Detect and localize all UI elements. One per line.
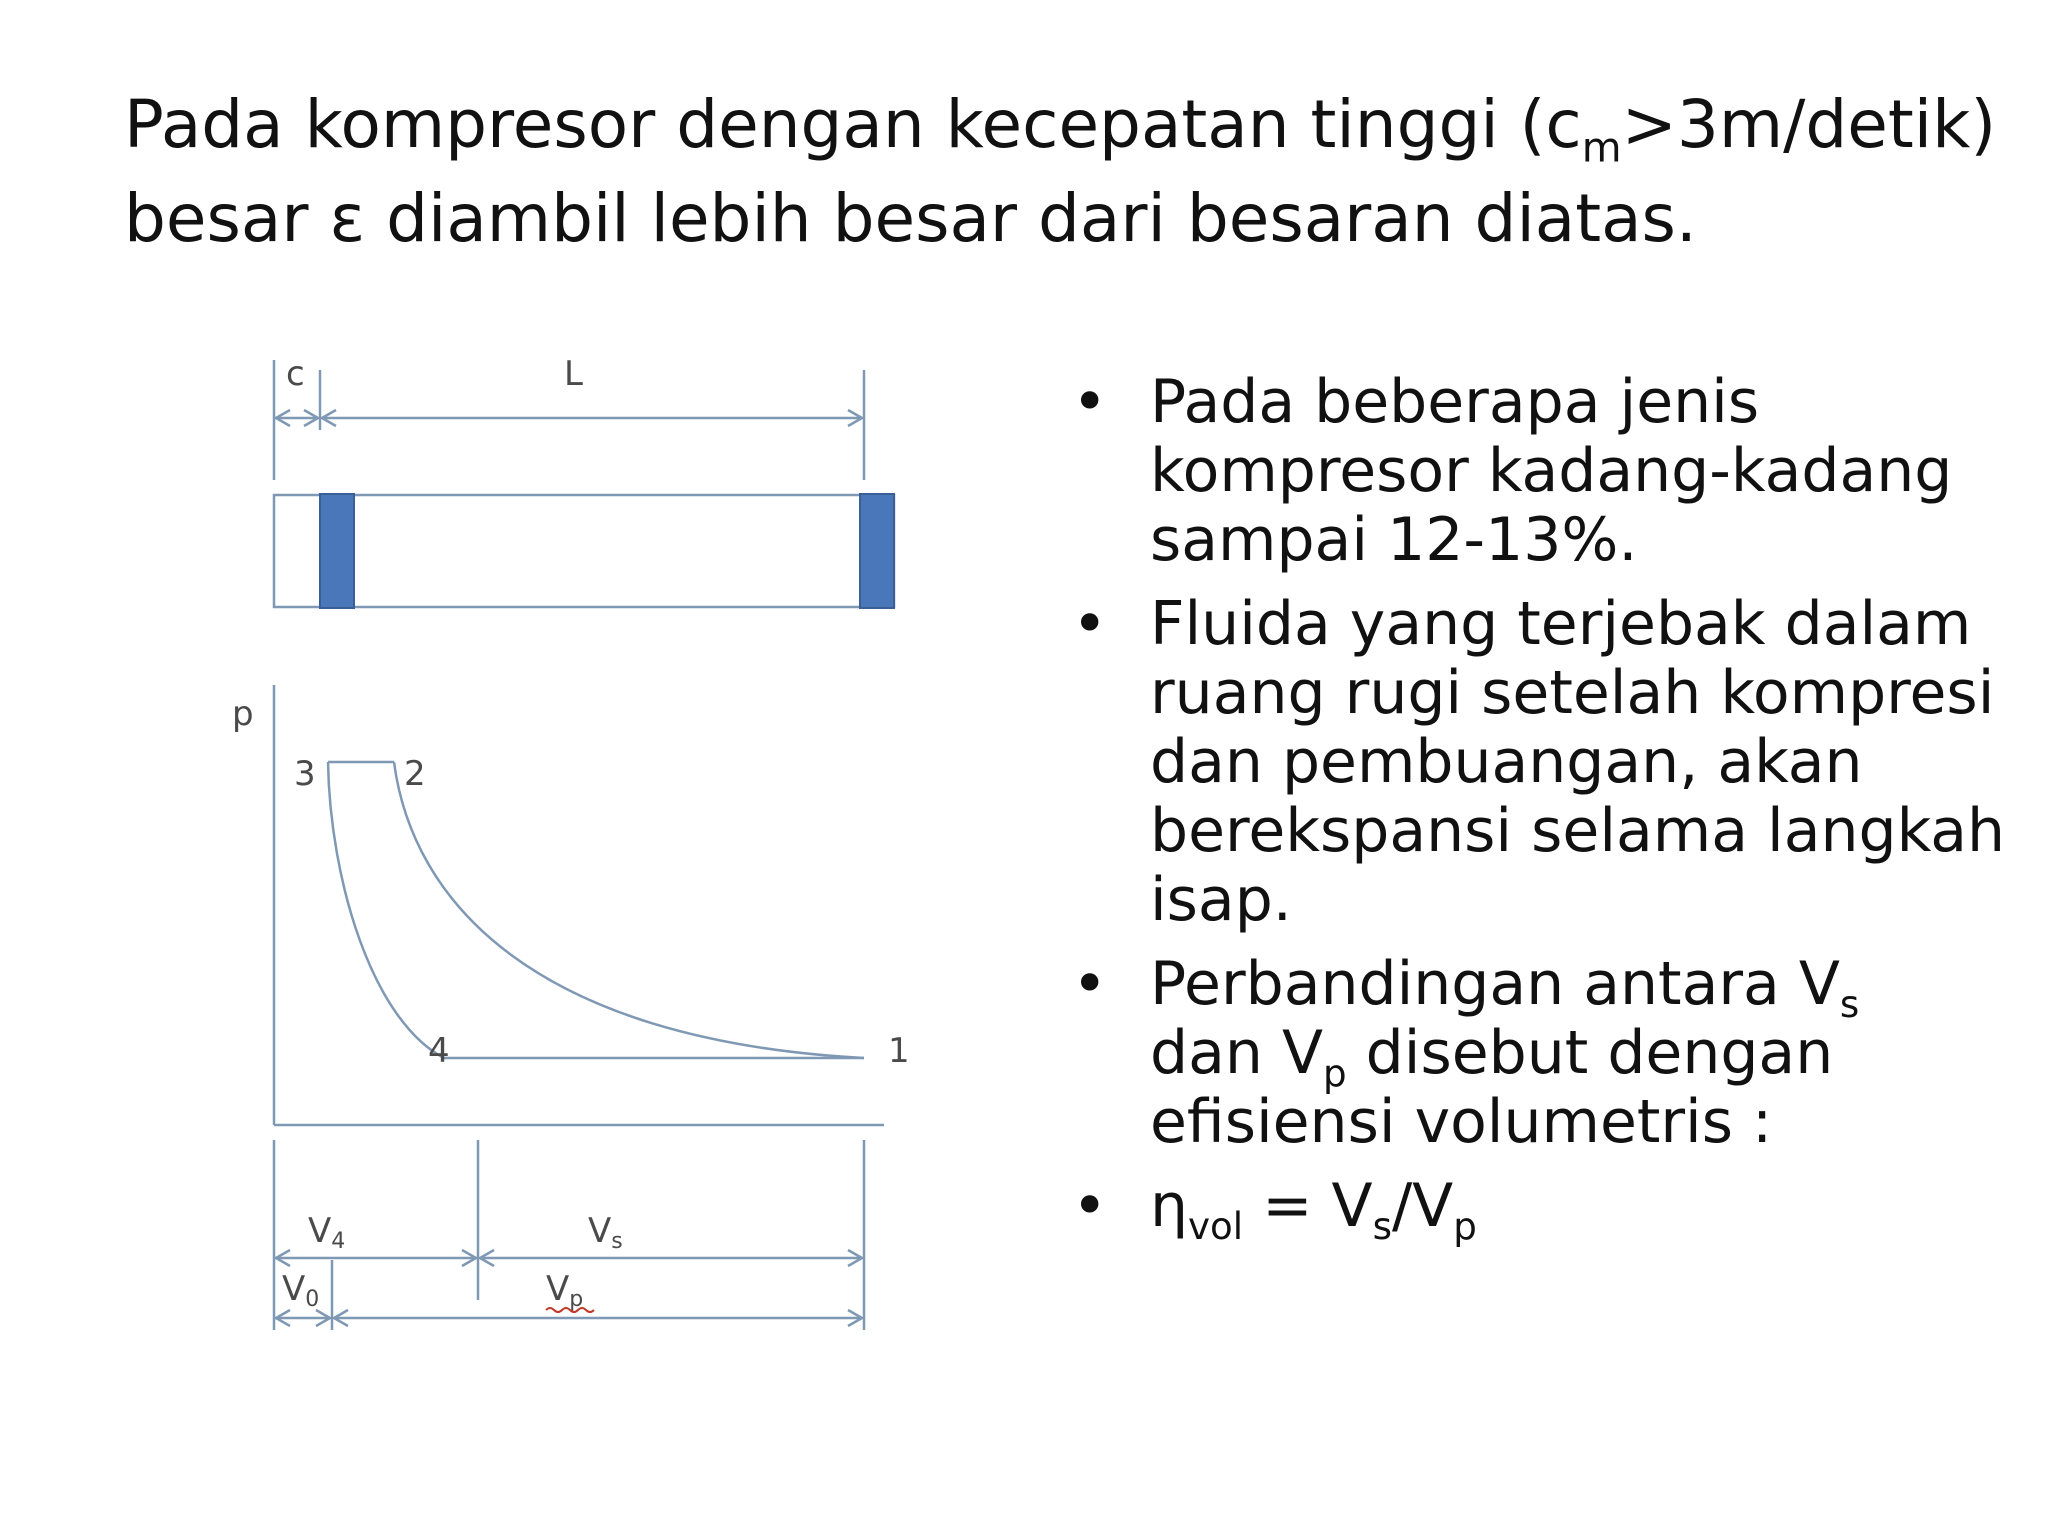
curve-3-4 [328,762,444,1058]
title-line-1: Pada kompresor dengan kecepatan tinggi $(c_m>3m/detik)$ [124,86,1997,172]
efficiency-formula: $\eta_{vol} = V_s/V_p$ [1150,1171,1477,1249]
label-V4: V4 [308,1211,346,1254]
slide-title [124,78,1996,266]
point-3: 3 [294,754,316,794]
title-line-2: besar ε diambil lebih besar dari besaran diatas. [124,180,1697,257]
bullet-marker: • [1072,949,1108,1019]
curve-2-1 [394,762,864,1058]
label-V0: V0 [282,1269,320,1312]
point-4: 4 [428,1031,450,1071]
bullet-item: • Perbandingan antara $V_s$ dan $V_p$ disebut dengan efisiensi volumetris : [1072,949,1860,1157]
bullet-item: • Fluida yang terjebak dalam ruang rugi setelah kompresi dan pembuangan, akan berekspansi selama langkah isap. [1072,589,2006,935]
cylinder [274,495,894,607]
label-c: c [286,354,305,394]
bullet-list [1062,368,2022,1256]
label-p: p [232,694,254,734]
piston-right [860,494,894,608]
bullet-item: • Pada beberapa jenis kompresor kadang-kadang sampai 12-13%. [1072,367,1953,575]
label-Vs: Vs [588,1211,623,1254]
bullet-marker: • [1072,367,1108,437]
label-Vp: Vp [546,1269,584,1312]
bullet-marker: • [1072,589,1108,659]
label-L: L [564,354,583,394]
compressor-pv-diagram [232,340,972,1350]
bullet-item [1062,1171,2022,1249]
bullet-marker: • [1072,1171,1108,1241]
piston-left [320,494,354,608]
point-1: 1 [888,1031,910,1071]
point-2: 2 [404,754,426,794]
